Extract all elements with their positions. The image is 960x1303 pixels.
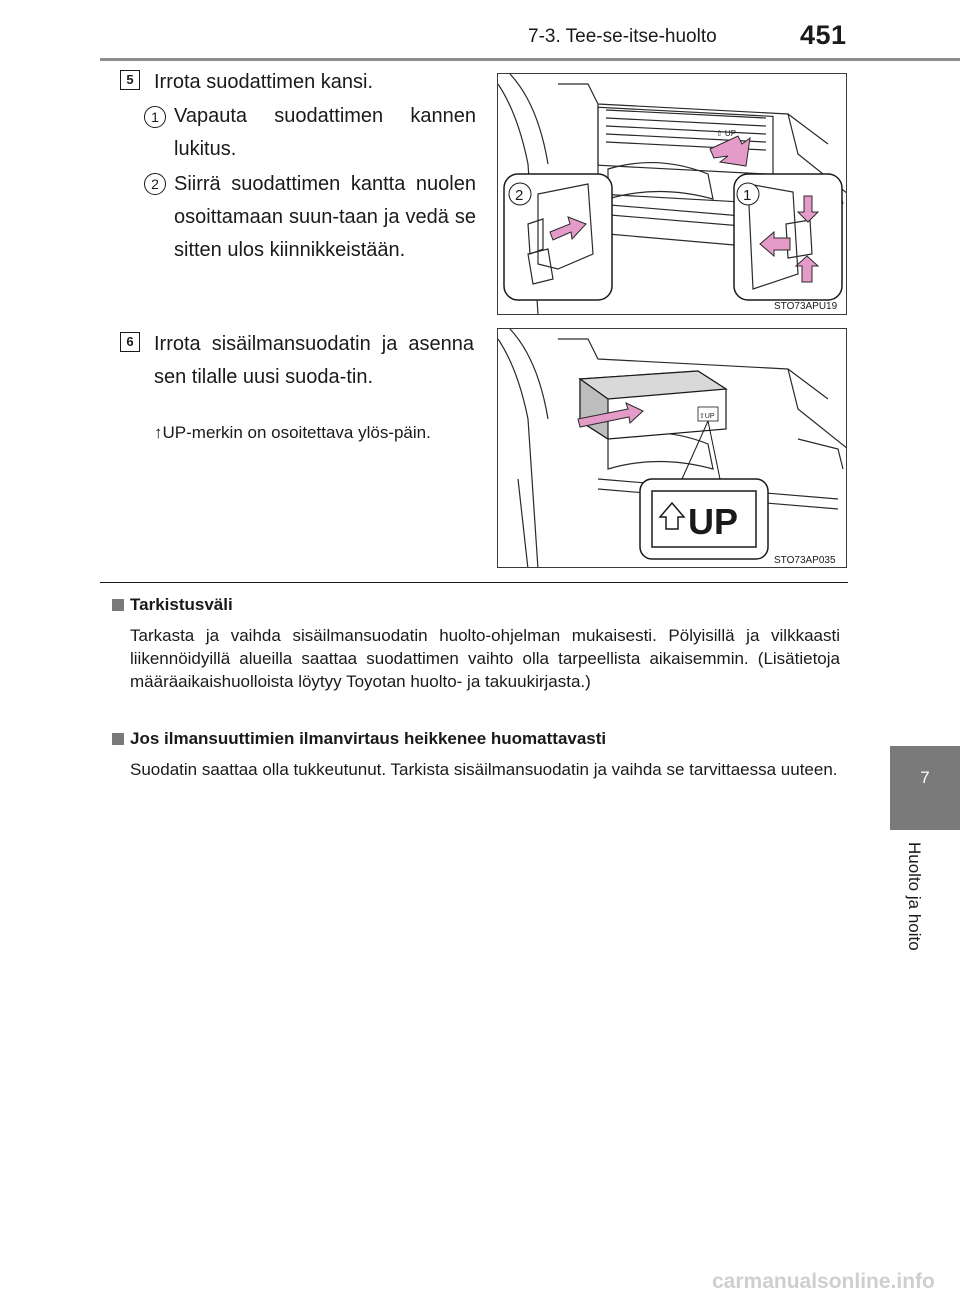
section-divider xyxy=(100,582,848,583)
inset-1 xyxy=(734,174,842,300)
step-5-title: Irrota suodattimen kansi. xyxy=(154,71,373,93)
watermark: carmanualsonline.info xyxy=(712,1270,935,1293)
substep-2-text: Siirrä suodattimen kantta nuolen osoittamaan suun-taan ja vedä se sitten ulos kiinnikkeistään. xyxy=(174,173,476,261)
inset-2 xyxy=(504,174,612,300)
section-title-inspection-interval: Tarkistusväli xyxy=(130,595,233,614)
new-filter-illustration xyxy=(498,329,847,568)
new-filter-figure xyxy=(497,328,847,568)
square-bullet-icon xyxy=(112,733,124,745)
substep-number-1: 1 xyxy=(144,106,166,128)
up-mark-note xyxy=(154,422,474,443)
section-body-inspection-interval: Tarkasta ja vaihda sisäilmansuodatin huolto-ohjelman mukaisesti. Pölyisillä ja vilkkaasti liikennöidyillä alueilla saattaa suodattimen vaihto olla tarpeellista aikaisemmin. (Lisätietoja määräaikaishuolloista löytyy Toyotan huolto- ja takuukirjasta.) xyxy=(130,626,840,691)
step-number-5: 5 xyxy=(120,70,140,90)
chapter-title: Huolto ja hoito xyxy=(905,842,924,951)
callout-1: 1 xyxy=(743,187,752,204)
section-body-airflow-weakens: Suodatin saattaa olla tukkeutunut. Tarkista sisäilmansuodatin ja vaihda se tarvittaessa uuteen. xyxy=(130,760,838,779)
figure-code-2: STO73AP035 xyxy=(774,555,836,566)
header-rule xyxy=(100,58,960,61)
substep-number-2: 2 xyxy=(144,173,166,195)
cover-up-label: ⇧ UP xyxy=(716,129,737,138)
section-title-airflow-weakens: Jos ilmansuuttimien ilmanvirtaus heikkenee huomattavasti xyxy=(130,729,607,748)
chapter-tab: 7 xyxy=(890,746,960,830)
step-number-6: 6 xyxy=(120,332,140,352)
up-mark-zoom: UP xyxy=(688,501,739,542)
page-number: 451 xyxy=(800,20,847,50)
callout-2: 2 xyxy=(515,187,524,204)
filter-cover-illustration xyxy=(498,74,847,315)
substep-1-text: Vapauta suodattimen kannen lukitus. xyxy=(174,105,476,160)
section-title: 7-3. Tee-se-itse-huolto xyxy=(528,26,717,47)
figure-code-1: STO73APU19 xyxy=(774,301,838,312)
square-bullet-icon xyxy=(112,599,124,611)
up-mark-note-text: UP-merkin on osoitettava ylös-päin. xyxy=(162,423,431,442)
up-arrow-icon: ↑ xyxy=(154,423,163,442)
step-6-title: Irrota sisäilmansuodatin ja asenna sen tilalle uusi suoda-tin. xyxy=(154,333,474,388)
filter-up-label: ⇧UP xyxy=(699,413,715,420)
filter-cover-figure xyxy=(497,73,847,315)
